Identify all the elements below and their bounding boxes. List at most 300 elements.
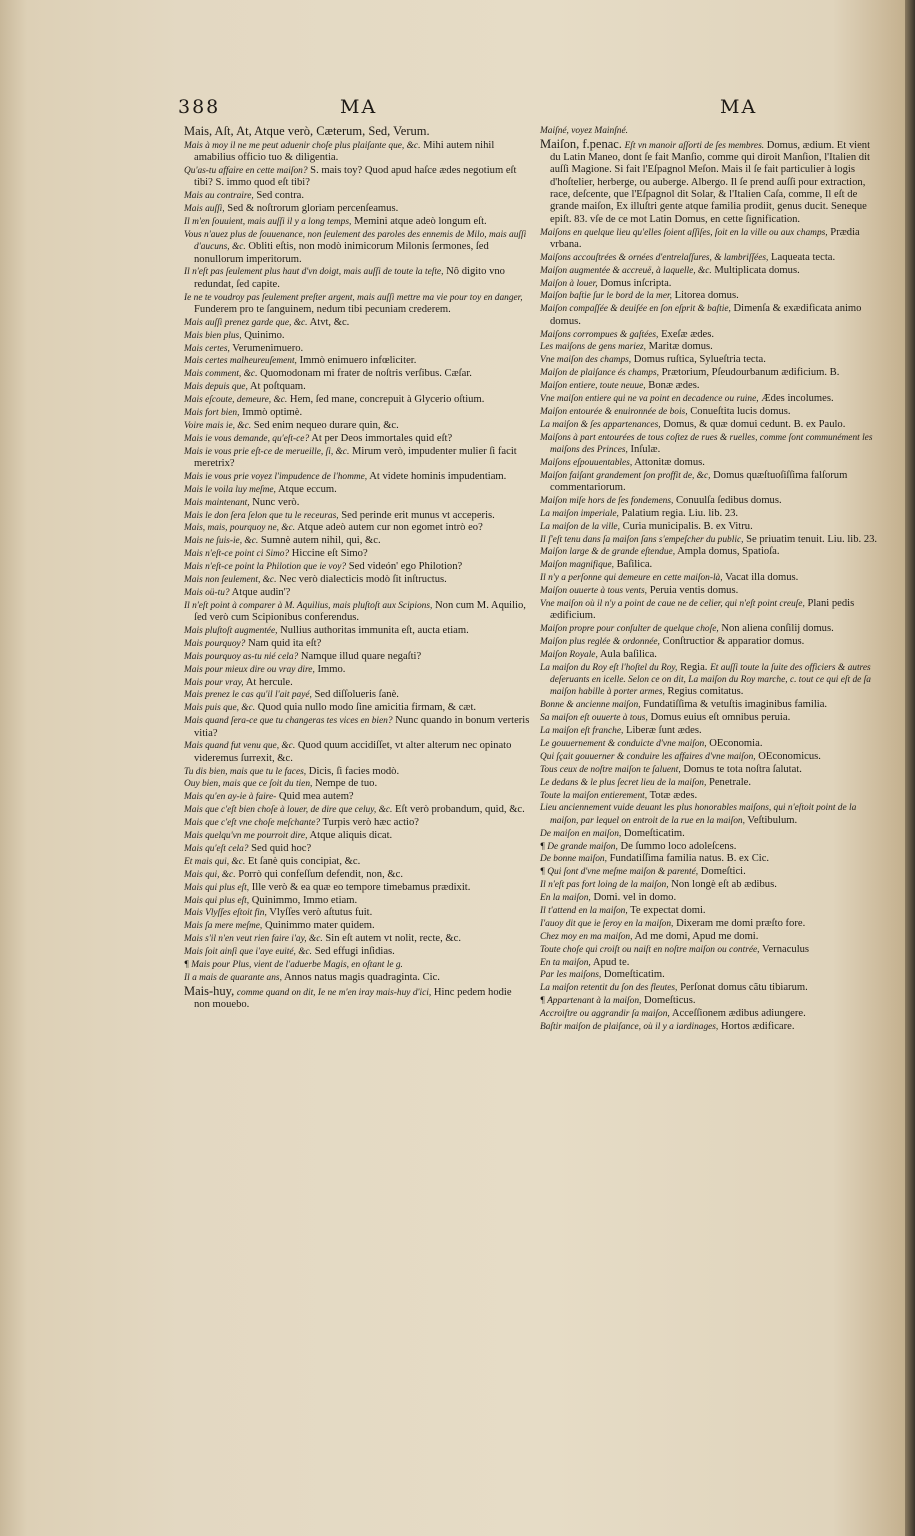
french-text: Mais ne ſuis-ie, &c. <box>184 536 259 547</box>
dictionary-entry <box>540 777 878 789</box>
latin-text: At hercule. <box>245 676 293 688</box>
dictionary-entry <box>184 317 530 329</box>
latin-text: Atque aliquis dicat. <box>309 830 393 842</box>
french-text: Mais auſſi, <box>184 204 225 215</box>
dictionary-entry <box>184 355 530 367</box>
dictionary-entry <box>540 585 878 597</box>
latin-text: At poſtquam. <box>249 381 306 393</box>
latin-text: Hiccine eſt Simo? <box>291 548 368 560</box>
dictionary-entry <box>184 702 530 714</box>
french-text: Maiſons accouſtrées & ornées d'entrelaſſures, & lambriſſées, <box>540 252 769 263</box>
latin-text: Quinimo. <box>244 329 285 341</box>
french-text: Il a mais de quarante ans, <box>184 972 282 983</box>
latin-text: Nunc verò. <box>252 496 300 508</box>
french-text: Mais que c'eſt vne choſe meſchante? <box>184 818 321 829</box>
latin-text: Regia. <box>680 661 708 673</box>
dictionary-entry <box>184 343 530 355</box>
dictionary-entry <box>184 972 530 984</box>
dictionary-entry <box>540 802 878 827</box>
dictionary-entry <box>540 1021 878 1033</box>
french-text: ¶ Mais pour Plus, vient de l'aduerbe Magis, en oſtant le g. <box>184 959 403 970</box>
french-text: Vne maiſon entiere qui ne va point en decadence ou ruine, <box>540 393 759 404</box>
latin-text: Acceſſionem ædibus adiungere. <box>671 1008 806 1020</box>
dictionary-entry <box>540 712 878 724</box>
french-text: Maiſon baſtie ſur le bord de la mer, <box>540 291 672 302</box>
french-text: Maiſon ouuerte à tous vents, <box>540 586 648 597</box>
french-text: De maiſon en maiſon, <box>540 828 622 839</box>
dictionary-entry <box>184 229 530 266</box>
latin-text: Veſtibulum. <box>747 814 798 826</box>
dictionary-entry <box>184 907 530 919</box>
dictionary-entry <box>184 203 530 215</box>
latin-text: Sed perinde erit munus vt acceperis. <box>341 509 495 521</box>
french-text: Mais certes, <box>184 343 230 354</box>
french-text: Sa maiſon eſt ouuerte à tous, <box>540 713 648 724</box>
french-text: Tous ceux de noſtre maiſon te ſaluent, <box>540 764 681 775</box>
latin-text: At per Deos immortales quid eſt? <box>311 432 453 444</box>
dictionary-entry <box>540 969 878 981</box>
french-text: Mais au contraire, <box>184 191 254 202</box>
french-text: Mais à moy il ne me peut aduenir choſe plus plaiſante que, &c. <box>184 140 421 151</box>
french-text: Mais, mais, pourquoy ne, &c. <box>184 523 296 534</box>
dictionary-entry <box>184 946 530 958</box>
dictionary-entry <box>540 662 878 699</box>
dictionary-entry <box>540 329 878 341</box>
dictionary-entry <box>540 227 878 252</box>
latin-text: Prætorium, Pſeudourbanum ædificium. B. <box>661 367 840 379</box>
latin-text: Nunc quando in bonum verteris vitia? <box>194 715 530 739</box>
latin-text: Inſulæ. <box>630 443 661 455</box>
french-text: Mais non ſeulement, &c. <box>184 575 277 586</box>
french-text: Mais qui plus eſt, <box>184 895 250 906</box>
dictionary-entry <box>540 1008 878 1020</box>
dictionary-entry <box>184 740 530 765</box>
dictionary-entry <box>540 495 878 507</box>
dictionary-entry <box>540 764 878 776</box>
latin-text: Sed effugi inſidias. <box>314 946 395 958</box>
french-text: Toute la maiſon entierement, <box>540 790 648 801</box>
french-text: Mais s'il n'en veut rien faire i'ay, &c. <box>184 934 323 945</box>
dictionary-entry <box>540 828 878 840</box>
dictionary-entry <box>540 125 878 137</box>
dictionary-entry <box>184 804 530 816</box>
latin-text: Atque eccum. <box>277 483 337 495</box>
dictionary-entry <box>184 484 530 496</box>
latin-text: S. mais toy? Quod apud haſce ædes negotium eſt tibi? S. immo quod eſt tibi? <box>194 165 517 189</box>
latin-text: Quid mea autem? <box>278 791 354 803</box>
latin-text: Quinimmo, Immo etiam. <box>251 894 358 906</box>
latin-text: Domus, ædium. Et vient du Latin Maneo, dont ſe fait Manſio, comme qui diroit Manſion, l'Italien dit auſſi Magione. Si fait l'Eſpagnol Meſon. Mais il ſe fait particulier à logis d'hoſtelier, herberge, ou auberge. Albergo. Il ſe prend auſſi pour extraction, race, deſcente, que l'Eſpagnol dit Solar, & l'Italien Caſa, comme, Il eſt de grande maiſon, Ex illuſtri gente atque familia prodiit, genus ducit. Seneque epiſt. 83. vſe de ce mot Latin Domus, en cette ſignification. <box>550 139 871 225</box>
dictionary-entry <box>540 636 878 648</box>
latin-text: Domeſticus. <box>644 995 696 1007</box>
latin-text: Domus, & quæ domui cedunt. B. ex Paulo. <box>663 418 846 430</box>
latin-text: Non longè eſt ab ædibus. <box>671 879 777 891</box>
dictionary-entry <box>184 522 530 534</box>
latin-text: Maiſon, f.penac. <box>540 136 622 151</box>
french-text: Mais quelqu'vn me pourroit dire, <box>184 831 308 842</box>
french-text: Mais n'eſt-ce point la Philotion que ie voy? <box>184 562 347 573</box>
french-text: Accroiſtre ou aggrandir ſa maiſon, <box>540 1009 670 1020</box>
latin-text: Regius comitatus. <box>667 686 744 698</box>
dictionary-entry <box>184 689 530 701</box>
dictionary-entry <box>540 995 878 1007</box>
latin-text: Baſilica. <box>616 559 653 571</box>
french-text: Toute choſe qui croiſt ou naiſt en noſtre maiſon ou contrée, <box>540 944 760 955</box>
dictionary-entry <box>184 587 530 599</box>
latin-text: Non aliena conſilij domus. <box>721 623 834 635</box>
french-text: ¶ De grande maiſon, <box>540 841 618 852</box>
dictionary-entry <box>184 766 530 778</box>
latin-text: Penetrale. <box>708 776 752 788</box>
french-text: Il m'en ſouuient, mais auſſi il y a long temps, <box>184 217 352 228</box>
latin-text: OEconomia. <box>709 738 763 750</box>
dictionary-entry <box>184 920 530 932</box>
french-text: Mais le voila luy meſme, <box>184 484 276 495</box>
latin-text: Memini atque adeò longum eſt. <box>354 216 487 228</box>
latin-text: Dixeram me domi præſto fore. <box>676 917 806 929</box>
french-text: Mais pour vray, <box>184 677 244 688</box>
dictionary-entry <box>184 933 530 945</box>
latin-text: Ædes incolumes. <box>761 392 834 404</box>
dictionary-entry <box>184 368 530 380</box>
dictionary-entry <box>540 265 878 277</box>
dictionary-entry <box>184 715 530 740</box>
dictionary-entry <box>184 625 530 637</box>
dictionary-entry <box>184 471 530 483</box>
latin-text: Conſtructior & apparatior domus. <box>662 636 805 648</box>
latin-text: Porrò qui confeſſum defendit, non, &c. <box>238 868 403 880</box>
dictionary-entry <box>540 931 878 943</box>
dictionary-entry <box>540 790 878 802</box>
french-text: Et mais qui, &c. <box>184 856 246 867</box>
french-text: Mais ſa mere meſme, <box>184 921 263 932</box>
latin-text: Ille verò & ea quæ eo tempore timebamus prædixit. <box>251 881 471 893</box>
latin-text: Litorea domus. <box>674 290 739 302</box>
french-text: Mais oü-tu? <box>184 587 230 598</box>
page-edge-shadow <box>905 0 915 1536</box>
dictionary-entry <box>184 830 530 842</box>
latin-text: Sed enim nequeo durare quin, &c. <box>253 419 399 431</box>
latin-text: Quod quia nullo modo ſine amicitia firmam, & cæt. <box>257 702 477 714</box>
dictionary-entry <box>184 497 530 509</box>
dictionary-entry <box>184 882 530 894</box>
french-text: Il ſ'eſt tenu dans ſa maiſon ſans s'empeſcher du public, <box>540 534 744 545</box>
french-text: Qu'as-tu affaire en cette maiſon? <box>184 166 308 177</box>
french-text: La maiſon du Roy eſt l'hoſtel du Roy, <box>540 662 678 673</box>
french-text: ¶ Qui ſont d'vne meſme maiſon & parenté, <box>540 867 699 878</box>
latin-text: Te expectat domi. <box>630 905 706 917</box>
dictionary-entry <box>540 406 878 418</box>
french-text: Maiſné, voyez Mainſné. <box>540 126 628 136</box>
dictionary-entry <box>184 165 530 190</box>
french-text: Le gouuernement & conduicte d'vne maiſon, <box>540 739 707 750</box>
dictionary-entry <box>540 853 878 865</box>
latin-text: Verumenimuero. <box>232 342 304 354</box>
french-text: Eſt vn manoir aſſorti de ſes membres. <box>624 140 765 151</box>
french-text: Mais pour mieux dire ou vray dire, <box>184 664 315 675</box>
latin-text: Plani pedis ædificium. <box>550 598 855 622</box>
french-text: Mais ie vous prie eſt-ce de merueille, ſi, &c. <box>184 446 350 457</box>
dictionary-entry <box>184 791 530 803</box>
latin-text: Domeſtici. <box>700 866 746 878</box>
french-text: Maiſon entiere, toute neuue, <box>540 381 646 392</box>
french-text: Mais auſſi prenez garde que, &c. <box>184 317 308 328</box>
running-header-left: MA <box>340 96 378 118</box>
dictionary-entry <box>184 535 530 547</box>
dictionary-entry <box>540 738 878 750</box>
french-text: Mais puis que, &c. <box>184 703 256 714</box>
french-text: En la maiſon, <box>540 893 591 904</box>
latin-text: Vacat illa domus. <box>725 572 799 584</box>
dictionary-entry <box>184 216 530 228</box>
dictionary-entry <box>540 457 878 469</box>
latin-text: Quod quum accidiſſet, vt alter alterum nec opinato videremus ſurrexit, &c. <box>194 740 512 764</box>
latin-text: Immò enimuero infœliciter. <box>299 355 417 367</box>
latin-text: Maritæ domus. <box>648 341 713 353</box>
dictionary-entry <box>184 292 530 317</box>
dictionary-entry <box>540 944 878 956</box>
latin-text: Atque adeò autem cur non egomet intrò eo? <box>297 522 483 534</box>
dictionary-entry <box>184 856 530 868</box>
french-text: Maiſon compaſſée & deuiſée en ſon eſprit & baſtie, <box>540 304 731 315</box>
latin-text: Exeſæ ædes. <box>661 328 715 340</box>
dictionary-entry <box>184 843 530 855</box>
french-text: Ouy bien, mais que ce ſoit du tien, <box>184 779 313 790</box>
french-text: En ta maiſon, <box>540 957 591 968</box>
french-text: Mais certes malheureuſement, <box>184 356 297 367</box>
latin-text: Non cum M. Aquilio, ſed verò cum Scipionibus conferendus. <box>194 599 526 624</box>
dictionary-entry <box>540 432 878 457</box>
french-text: La maiſon retentit du ſon des fleutes, <box>540 983 678 994</box>
french-text: Mais ſoit ainſi que i'aye euité, &c. <box>184 947 313 958</box>
latin-text: Aula baſilica. <box>599 648 657 660</box>
french-text: Bonne & ancienne maiſon, <box>540 700 641 711</box>
french-text: Mais le don ſera ſelon que tu le receuras, <box>184 510 339 521</box>
latin-text: Et ſanè quis concipiat, &c. <box>247 855 361 867</box>
french-text: Il t'attend en la maiſon, <box>540 906 628 917</box>
dictionary-entry <box>184 330 530 342</box>
dictionary-entry <box>184 574 530 586</box>
dictionary-entry <box>540 879 878 891</box>
french-text: Il n'y a perſonne qui demeure en cette maiſon-là, <box>540 573 723 584</box>
latin-text: Eſt verò probandum, quid, &c. <box>395 804 525 816</box>
latin-text: Sed contra. <box>256 190 305 202</box>
french-text: comme quand on dit, Ie ne m'en iray mais-huy d'ici, <box>236 987 432 998</box>
latin-text: Attonitæ domus. <box>634 456 705 468</box>
latin-text: Totæ ædes. <box>649 789 698 801</box>
french-text: La maiſon de la ville, <box>540 521 620 532</box>
french-text: Maiſons à part entourées de tous coſtez de rues & ruelles, comme ſont communément les maiſons des Princes, <box>540 432 873 455</box>
latin-text: Se priuatim tenuit. Liu. lib. 23. <box>746 533 878 545</box>
dictionary-entry <box>184 190 530 202</box>
dictionary-entry <box>540 905 878 917</box>
french-text: I'auoy dit que ie ſeroy en la maiſon, <box>540 918 674 929</box>
french-text: Baſtir maiſon de plaiſance, où il y a iardinages, <box>540 1022 719 1033</box>
dictionary-entry <box>540 892 878 904</box>
french-text: Maiſon entourée & enuironnée de bois, <box>540 406 688 417</box>
latin-text: Domus quæſtuoſiſſima falſorum commentariorum. <box>550 469 848 493</box>
dictionary-entry <box>540 751 878 763</box>
french-text: Mais n'eſt-ce point ci Simo? <box>184 549 290 560</box>
french-text: Ie ne te voudroy pas ſeulement preſter argent, mais auſſi mettre ma vie pour toy en danger, <box>184 292 523 303</box>
latin-text: Sin eſt autem vt nolit, recte, &c. <box>325 933 461 945</box>
latin-text: Dimenſa & exædificata animo domus. <box>550 303 862 327</box>
french-text: Maiſons en quelque lieu qu'elles ſoient aſſiſes, ſoit en la ville ou aux champs, <box>540 227 828 238</box>
french-text: Maiſon faiſant grandement ſon proffit de, &c, <box>540 470 711 481</box>
latin-text: Prædia vrbana. <box>550 226 860 250</box>
dictionary-entry <box>540 725 878 737</box>
dictionary-entry <box>184 600 530 625</box>
french-text: Maiſon de plaiſance és champs, <box>540 368 659 379</box>
running-header-right: MA <box>720 96 758 118</box>
french-text: Maiſons corrompues & gaſtées, <box>540 329 659 340</box>
dictionary-entry <box>540 534 878 546</box>
latin-text: Obliti eſtis, non modò inimicorum Milonis ſermones, ſed nonullorum imperitorum. <box>194 241 489 265</box>
dictionary-entry <box>540 699 878 711</box>
dictionary-entry <box>184 677 530 689</box>
french-text: Maiſons eſpouuentables, <box>540 457 633 468</box>
latin-text: Atvt, &c. <box>309 316 350 328</box>
dictionary-entry <box>540 957 878 969</box>
french-text: Qui ſçait gouuerner & conduire les affaires d'vne maiſon, <box>540 751 756 762</box>
latin-text: Mais, Aſt, At, Atque verò, Cæterum, Sed, Verum. <box>184 124 430 138</box>
latin-text: Quinimmo mater quidem. <box>264 920 375 932</box>
french-text: Mais qui, &c. <box>184 869 236 880</box>
latin-text: Sed videón' ego Philotion? <box>348 561 463 573</box>
french-text: Mais que c'eſt bien choſe à louer, de dire que celuy, &c. <box>184 805 393 816</box>
french-text: Mais pourquoy as-tu nié cela? <box>184 651 299 662</box>
latin-text: Liberæ ſunt ædes. <box>625 725 702 737</box>
french-text: Vne maiſon où il n'y a point de caue ne de celier, qui n'eſt point creuſe, <box>540 599 805 610</box>
latin-text: Curia municipalis. B. ex Vitru. <box>622 520 753 532</box>
french-text: Il n'eſt pas fort loing de la maiſon, <box>540 880 669 891</box>
french-text: Mais qu'eſt cela? <box>184 843 249 854</box>
right-column <box>540 125 878 1034</box>
latin-text: Apud te. <box>592 956 630 968</box>
latin-text: Mirum verò, impudenter mulier ſi facit meretrix? <box>194 445 517 469</box>
dictionary-entry <box>540 354 878 366</box>
french-text: Mais quand ſera-ce que tu changeras tes vices en bien? <box>184 716 393 727</box>
french-text: Voire mais ie, &c. <box>184 420 252 431</box>
latin-text: Nempe de tuo. <box>315 778 378 790</box>
latin-text: Funderem pro te ſanguinem, nedum tibi pecuniam crederem. <box>194 303 451 315</box>
latin-text: Hinc pedem hodie non mouebo. <box>194 986 512 1011</box>
french-text: Mais fort bien, <box>184 408 240 419</box>
latin-text: Domus euius eſt omnibus peruia. <box>650 712 791 724</box>
french-text: Vne maiſon des champs, <box>540 355 632 366</box>
latin-text: Conuulſa ſedibus domus. <box>675 494 782 506</box>
latin-text: Peruia ventis domus. <box>649 585 739 597</box>
latin-text: Annos natus magis quadraginta. Cic. <box>284 971 440 983</box>
latin-text: Nô digito vno redundat, ſed capite. <box>194 266 505 290</box>
dictionary-entry <box>540 252 878 264</box>
latin-text: De ſummo loco adoleſcens. <box>620 840 737 852</box>
french-text: Mais pourquoy? <box>184 638 246 649</box>
french-text: Maiſon plus reglée & ordonnée, <box>540 637 660 648</box>
dictionary-entry <box>184 561 530 573</box>
latin-text: OEconomicus. <box>758 750 821 762</box>
french-text: Mais eſcoute, demeure, &c. <box>184 395 288 406</box>
latin-text: Multiplicata domus. <box>714 264 800 276</box>
latin-text: Dicis, ſi facies modò. <box>308 765 400 777</box>
french-text: Mais prenez le cas qu'il l'ait payé, <box>184 690 312 701</box>
latin-text: Namque illud quare negaſti? <box>300 650 422 662</box>
french-text: Mais ie vous demande, qu'eſt-ce? <box>184 433 310 444</box>
dictionary-entry <box>184 548 530 560</box>
french-text: De bonne maiſon, <box>540 854 607 865</box>
dictionary-entry <box>184 510 530 522</box>
french-text: Vous n'auez plus de ſouuenance, non ſeulement des paroles des ennemis de Milo, mais auſſi d'aucuns, &c. <box>184 229 527 253</box>
french-text: Maiſon large & de grande eſtendue, <box>540 547 676 558</box>
french-text: Mais maintenant, <box>184 497 250 508</box>
dictionary-entry <box>540 278 878 290</box>
dictionary-entry <box>540 559 878 571</box>
dictionary-entry <box>184 420 530 432</box>
french-text: Mais ie vous prie voyez l'impudence de l'homme, <box>184 471 368 482</box>
dictionary-entry <box>184 125 530 139</box>
latin-text: Sumnè autem nihil, qui, &c. <box>260 535 381 547</box>
dictionary-entry <box>540 470 878 495</box>
latin-text: Domus te tota noſtra ſalutat. <box>683 763 802 775</box>
dictionary-entry <box>540 367 878 379</box>
latin-text: Laqueata tecta. <box>771 251 836 263</box>
french-text: Maiſon Royale, <box>540 649 598 660</box>
latin-text: Bonæ ædes. <box>648 380 700 392</box>
dictionary-entry <box>184 651 530 663</box>
latin-text: Hem, ſed mane, concrepuit à Glycerio oſtium. <box>289 394 485 406</box>
dictionary-entry <box>184 394 530 406</box>
latin-text: Vernaculus <box>761 943 810 955</box>
dictionary-entry <box>184 869 530 881</box>
dictionary-entry <box>540 380 878 392</box>
french-text: Mais bien plus, <box>184 330 242 341</box>
dictionary-entry <box>540 303 878 328</box>
french-text: Par les maiſons, <box>540 970 602 981</box>
french-text: Mais quand fut venu que, &c. <box>184 741 296 752</box>
latin-text: Mais-huy, <box>184 983 235 998</box>
latin-text: Nullius authoritas immunita eſt, aucta etiam. <box>280 624 469 636</box>
latin-text: Immo. <box>317 663 346 675</box>
dictionary-entry <box>540 918 878 930</box>
french-text: Il n'eſt pas ſeulement plus haut d'vn doigt, mais auſſi de toute la teſte, <box>184 267 444 278</box>
latin-text: Atque audin'? <box>231 586 291 598</box>
latin-text: Ad me domi, Apud me domi. <box>634 930 759 942</box>
latin-text: Hortos ædificare. <box>720 1021 795 1033</box>
french-text: La maiſon imperiale, <box>540 508 619 519</box>
latin-text: Sed diſſolueris ſanè. <box>314 689 399 701</box>
dictionary-entry <box>540 341 878 353</box>
dictionary-entry <box>540 982 878 994</box>
dictionary-entry <box>540 393 878 405</box>
french-text: Mais qui plus eſt, <box>184 882 250 893</box>
latin-text: Sed quid hoc? <box>251 842 312 854</box>
latin-text: Domeſticatim. <box>603 969 665 981</box>
french-text: Tu dis bien, mais que tu le faces, <box>184 766 307 777</box>
latin-text: Turpis verò hæc actio? <box>322 817 419 829</box>
latin-text: Palatium regia. Liu. lib. 23. <box>621 507 739 519</box>
dictionary-entry <box>540 138 878 226</box>
french-text: Maiſon propre pour conſulter de quelque choſe, <box>540 624 719 635</box>
dictionary-entry <box>540 290 878 302</box>
french-text: Maiſon magnifique, <box>540 560 614 571</box>
dictionary-entry <box>540 508 878 520</box>
french-text: Maiſon miſe hors de ſes fondemens, <box>540 495 674 506</box>
latin-text: At videte hominis impudentiam. <box>369 470 507 482</box>
dictionary-entry <box>184 817 530 829</box>
dictionary-entry <box>540 546 878 558</box>
page-number: 388 <box>178 96 221 118</box>
dictionary-entry <box>540 419 878 431</box>
